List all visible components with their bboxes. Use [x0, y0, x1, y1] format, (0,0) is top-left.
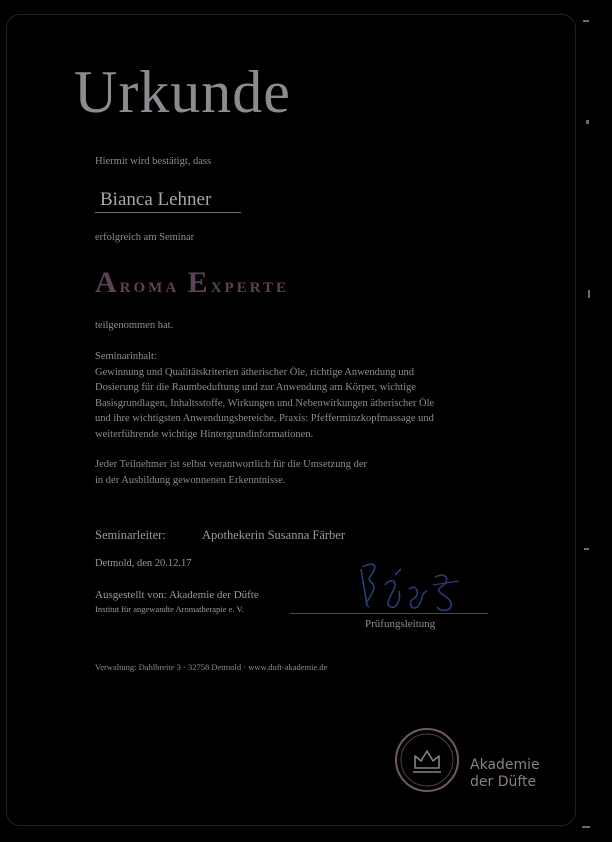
scan-artifact: [584, 548, 589, 550]
seminar-intro: erfolgreich am Seminar: [95, 232, 195, 243]
lotus-logo-icon: [393, 726, 461, 794]
certificate-title: Urkunde: [74, 59, 291, 125]
confirm-text: Hiermit wird bestätigt, dass: [95, 156, 212, 167]
responsibility-line: in der Ausbildung gewonnenen Erkenntnisse.: [95, 474, 286, 486]
content-line: weiterführende wichtige Hintergrundinformationen.: [95, 428, 314, 440]
institute-name: Institut für angewandte Aromatherapie e. V.: [95, 604, 244, 614]
scan-artifact: [586, 120, 589, 124]
signature-image: [355, 555, 470, 620]
content-line: und ihre wichtigsten Anwendungsbereiche, Praxis: Pfefferminzkopfmassage und: [95, 413, 434, 424]
course-title: [95, 266, 289, 300]
content-line: Basisgrundlagen, Inhaltsstoffe, Wirkungen und Nebenwirkungen ätherischer Öle: [95, 397, 435, 409]
leader-name: Apothekerin Susanna Färber: [202, 528, 346, 542]
scan-artifact: [582, 826, 590, 828]
issued-by: Ausgestellt von: Akademie der Düfte: [95, 589, 259, 601]
content-line: Gewinnung und Qualitätskriterien ätherischer Öle, richtige Anwendung und: [95, 366, 414, 378]
logo-line-1: Akademie: [470, 757, 540, 773]
place-date: Detmold, den 20.12.17: [95, 558, 192, 569]
scan-artifact: [583, 20, 589, 22]
footer-address: Verwaltung: Dahlbreite 3 · 32758 Detmold · www.duft-akademie.de: [95, 662, 328, 672]
content-line: Dosierung für die Raumbeduftung und zur Anwendung am Körper, wichtige: [95, 382, 416, 393]
signature-caption: Prüfungsleitung: [365, 618, 436, 630]
recipient-name: Bianca Lehner: [95, 189, 241, 213]
content-heading: Seminarinhalt:: [95, 351, 157, 362]
seminar-content: [95, 349, 515, 503]
participated-text: teilgenommen hat.: [95, 320, 174, 331]
responsibility-block: [95, 457, 515, 488]
course-word-1: roma: [119, 272, 180, 297]
leader-label: Seminarleiter:: [95, 528, 166, 542]
responsibility-line: Jeder Teilnehmer ist selbst verantwortlich für die Umsetzung der: [95, 459, 367, 470]
logo-text: [470, 757, 540, 791]
content-block: [95, 349, 515, 442]
scan-artifact: [588, 290, 590, 298]
course-initial-2: E: [187, 266, 211, 299]
course-initial-1: A: [95, 266, 120, 299]
logo-line-2: der Düfte: [470, 774, 537, 790]
course-word-2: xperte: [210, 272, 290, 297]
